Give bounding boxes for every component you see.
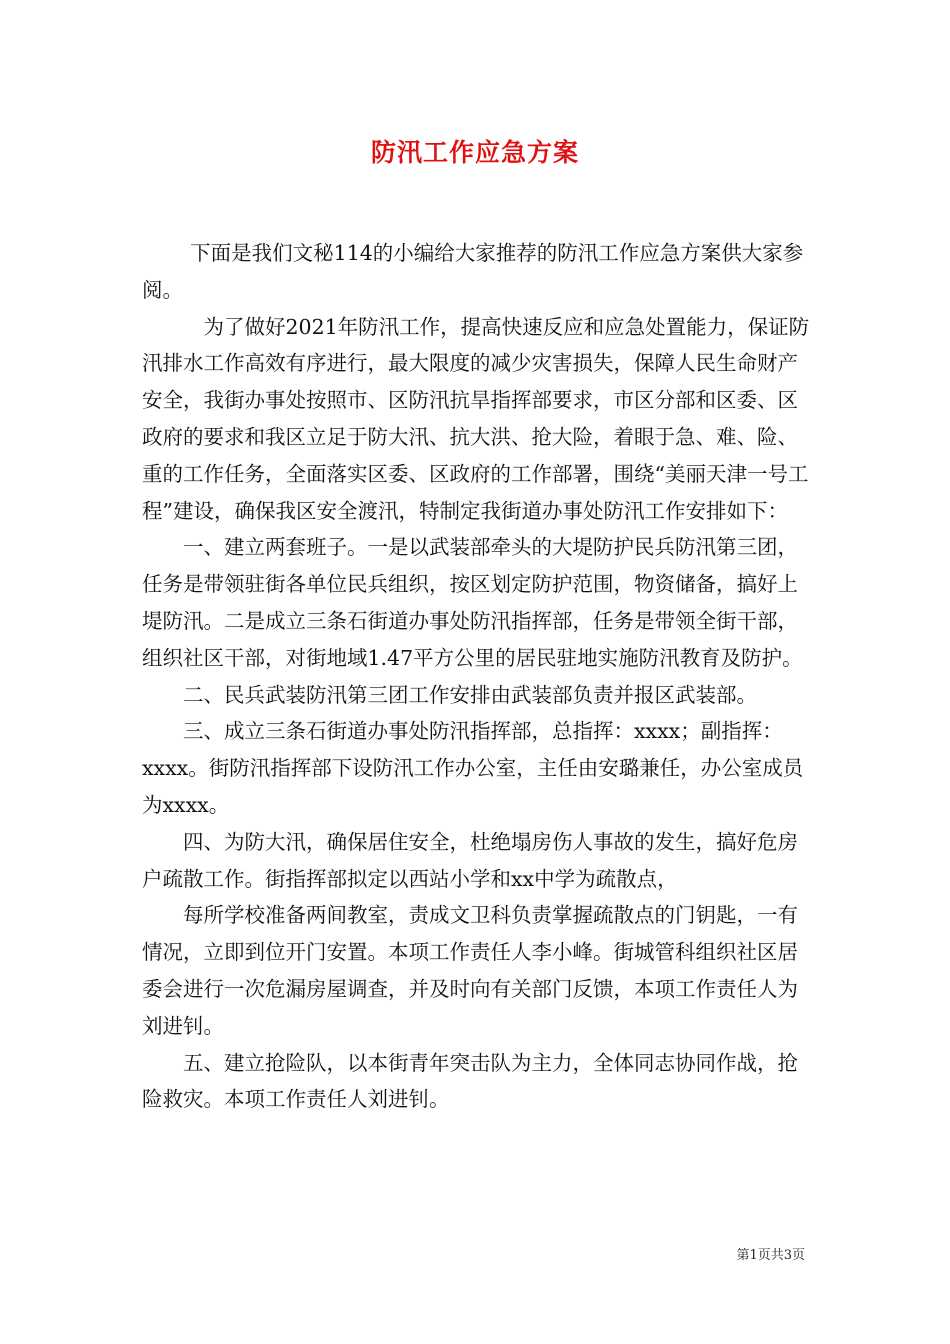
document-title: 防汛工作应急方案 (370, 138, 579, 167)
paragraph-intro: 下面是我们文秘114的小编给大家推荐的防汛工作应急方案供大家参阅。 (142, 241, 804, 302)
paragraph-section-3: 三、成立三条石街道办事处防汛指挥部，总指挥：xxxx；副指挥：xxxx。街防汛指挥部下设防汛工作办公室，主任由安璐兼任，办公室成员为xxxx。 (142, 719, 804, 817)
paragraph-section-2: 二、民兵武装防汛第三团工作安排由武装部负责并报区武装部。 (183, 682, 757, 707)
paragraph-section-4-continued: 每所学校准备两间教室，责成文卫科负责掌握疏散点的门钥匙，一有情况，立即到位开门安置。本项工作责任人李小峰。街城管科组织社区居委会进行一次危漏房屋调查，并及时向有关部门反馈，本项工作责任人为刘进钊。 (142, 903, 798, 1038)
paragraph-section-5: 五、建立抢险队，以本街青年突击队为主力，全体同志协同作战，抢险救灾。本项工作责任人刘进钊。 (142, 1050, 798, 1112)
paragraph-section-1: 一、建立两套班子。一是以武装部牵头的大堤防护民兵防汛第三团，任务是带领驻街各单位民兵组织，按区划定防护范围，物资储备，搞好上堤防汛。二是成立三条石街道办事处防汛指挥部，任务是带领全街干部，组织社区干部，对街地域1.47平方公里的居民驻地实施防汛教育及防护。 (142, 535, 803, 670)
page-number-footer: 第1页共3页 (736, 1248, 805, 1263)
paragraph-purpose: 为了做好2021年防汛工作，提高快速反应和应急处置能力，保证防汛排水工作高效有序进行，最大限度的减少灾害损失，保障人民生命财产安全，我街办事处按照市、区防汛抗旱指挥部要求，市区分部和区委、区政府的要求和我区立足于防大汛、抗大洪、抢大险，着眼于急、难、险、重的工作任务，全面落实区委、区政府的工作部署，围绕“美丽天津一号工程”建设，确保我区安全渡汛，特制定我街道办事处防汛工作安排如下： (142, 314, 810, 523)
paragraph-section-4: 四、为防大汛，确保居住安全，杜绝塌房伤人事故的发生，搞好危房户疏散工作。街指挥部拟定以西站小学和xx中学为疏散点， (142, 829, 798, 891)
document-body (142, 235, 814, 1118)
